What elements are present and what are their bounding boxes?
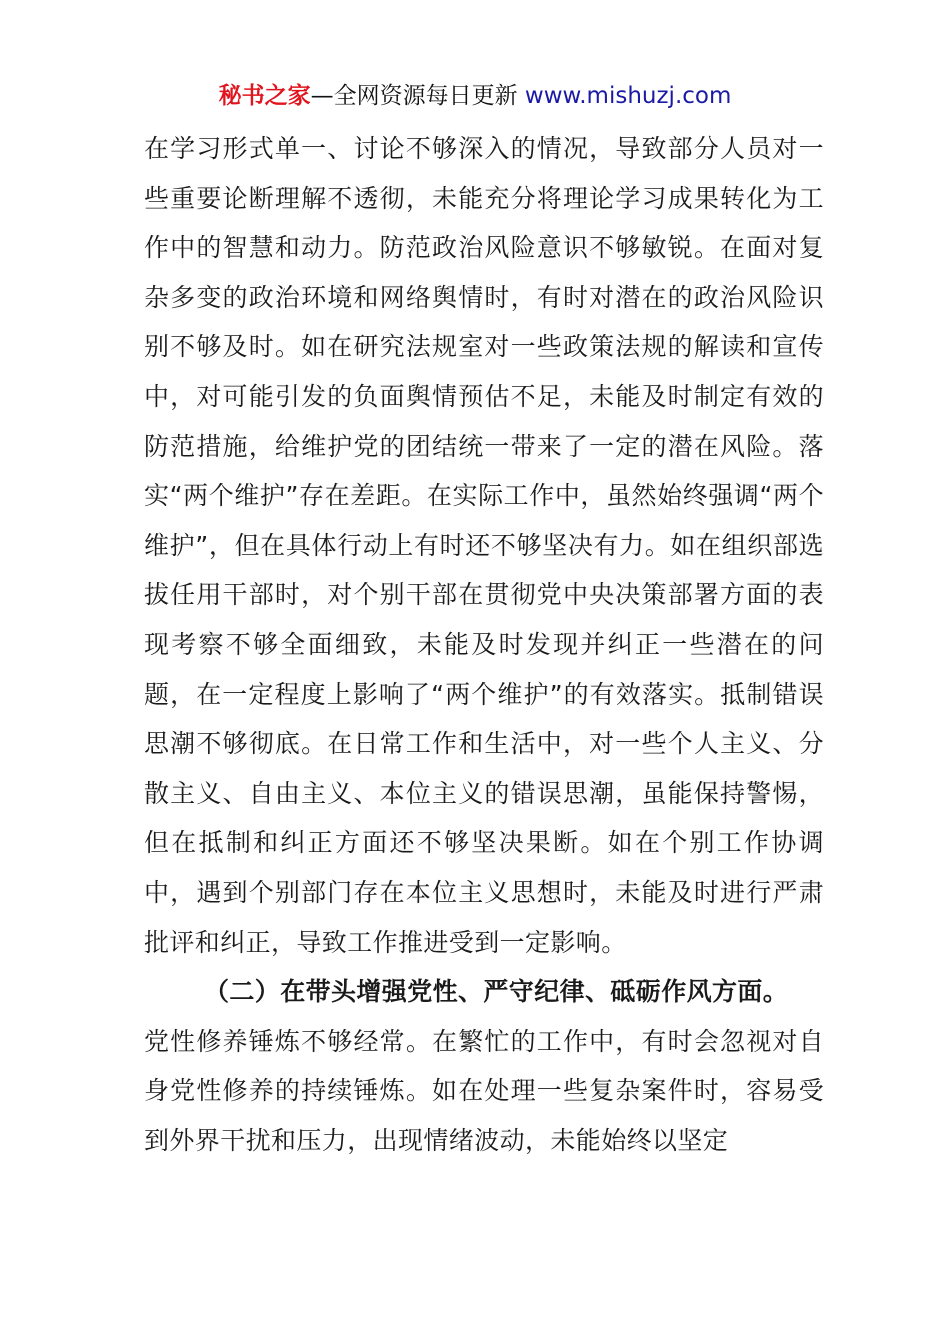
section-heading: （二）在带头增强党性、严守纪律、砥砺作风方面。 xyxy=(204,977,789,1007)
page-header xyxy=(0,80,950,112)
body-paragraph: 党性修养锤炼不够经常。在繁忙的工作中，有时会忽视对自身党性修养的持续锤炼。如在处理一些复杂案件时，容易受到外界干扰和压力，出现情绪波动，未能始终以坚定 xyxy=(144,1026,824,1155)
website-url[interactable]: www.mishuzj.com xyxy=(524,83,732,109)
brand-name: 秘书之家 xyxy=(218,83,311,109)
document-body xyxy=(144,124,824,1165)
body-paragraph: 在学习形式单一、讨论不够深入的情况，导致部分人员对一些重要论断理解不透彻，未能充分将理论学习成果转化为工作中的智慧和动力。防范政治风险意识不够敏锐。在面对复杂多变的政治环境和网络舆情时，有时对潜在的政治风险识别不够及时。如在研究法规室对一些政策法规的解读和宣传中，对可能引发的负面舆情预估不足，未能及时制定有效的防范措施，给维护党的团结统一带来了一定的潜在风险。落实“两个维护”存在差距。在实际工作中，虽然始终强调“两个维护”，但在具体行动上有时还不够坚决有力。如在组织部选拔任用干部时，对个别干部在贯彻党中央决策部署方面的表现考察不够全面细致，未能及时发现并纠正一些潜在的问题，在一定程度上影响了“两个维护”的有效落实。抵制错误思潮不够彻底。在日常工作和生活中，对一些个人主义、分散主义、自由主义、本位主义的错误思潮，虽能保持警惕，但在抵制和纠正方面还不够坚决果断。如在个别工作协调中，遇到个别部门存在本位主义思想时，未能及时进行严肃批评和纠正，导致工作推进受到一定影响。 xyxy=(144,134,824,957)
header-tagline: —全网资源每日更新 xyxy=(310,83,518,109)
